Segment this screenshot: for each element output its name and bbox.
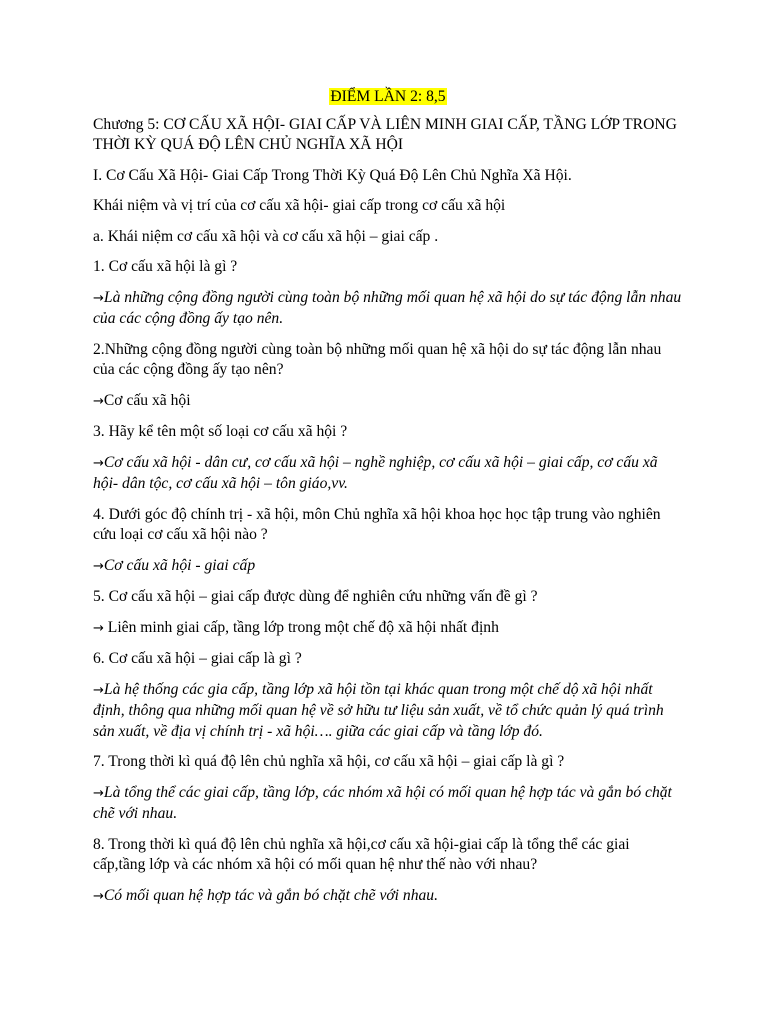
subheading: Khái niệm và vị trí của cơ cấu xã hội- giai cấp trong cơ cấu xã hội xyxy=(93,197,506,214)
score-line xyxy=(93,87,683,108)
answer-text: Cơ cấu xã hội - dân cư, cơ cấu xã hội – nghề nghiệp, cơ cấu xã hội – giai cấp, cơ cấu xã hội- dân tộc, cơ cấu xã hội – tôn giáo,vv. xyxy=(93,453,658,492)
answer-text: Là tổng thể các giai cấp, tầng lớp, các nhóm xã hội có mối quan hệ hợp tác và gắn bó chặt chẽ với nhau. xyxy=(93,783,672,822)
answer-6 xyxy=(93,680,683,743)
chapter-title: Chương 5: CƠ CẤU XÃ HỘI- GIAI CẤP VÀ LIÊN MINH GIAI CẤP, TẦNG LỚP TRONG THỜI KỲ QUÁ ĐỘ LÊN CHỦ NGHĨA XÃ HỘI xyxy=(93,115,677,153)
question-1: 1. Cơ cấu xã hội là gì ? xyxy=(93,258,238,275)
question-6: 6. Cơ cấu xã hội – giai cấp là gì ? xyxy=(93,650,302,667)
answer-text: Liên minh giai cấp, tầng lớp trong một chế độ xã hội nhất định xyxy=(103,618,499,636)
answer-text: Là hệ thống các gia cấp, tầng lớp xã hội tồn tại khác quan trong một chế dộ xã hội nhất định, thông qua những mối quan hệ về sở hữu tư liệu sản xuất, về tổ chức quản lý quá trình sản xuất, về địa vị chính trị - xã hội…. giữa các giai cấp và tầng lớp đó. xyxy=(93,680,664,740)
arrow-icon: → xyxy=(93,785,104,801)
arrow-icon: → xyxy=(93,455,104,471)
answer-text: Cơ cấu xã hội xyxy=(103,391,191,409)
arrow-icon: → xyxy=(93,290,104,306)
arrow-icon: → xyxy=(93,682,104,698)
question-2: 2.Những cộng đồng người cùng toàn bộ những mối quan hệ xã hội do sự tác động lẫn nhau của các cộng đồng ấy tạo nên? xyxy=(93,340,662,378)
answer-text: Cơ cấu xã hội - giai cấp xyxy=(103,556,256,574)
answer-4 xyxy=(93,556,683,578)
question-4: 4. Dưới góc độ chính trị - xã hội, môn Chủ nghĩa xã hội khoa học học tập trung vào nghiên cứu loại cơ cấu xã hội nào ? xyxy=(93,505,661,543)
answer-5 xyxy=(93,618,683,640)
answer-2 xyxy=(93,391,683,413)
question-5: 5. Cơ cấu xã hội – giai cấp được dùng để nghiên cứu những vấn đề gì ? xyxy=(93,588,538,605)
arrow-icon: → xyxy=(93,888,104,904)
question-8: 8. Trong thời kì quá độ lên chủ nghĩa xã hội,cơ cấu xã hội-giai cấp là tổng thể các giai cấp,tầng lớp và các nhóm xã hội có mối quan hệ như thế nào với nhau? xyxy=(93,835,630,873)
answer-text: Có mối quan hệ hợp tác và gắn bó chặt chẽ với nhau. xyxy=(103,886,438,904)
score-highlight: ĐIỂM LẦN 2: 8,5 xyxy=(330,88,446,105)
arrow-icon: → xyxy=(93,620,104,636)
document-page xyxy=(93,87,683,917)
answer-text: Là những cộng đồng người cùng toàn bộ những mối quan hệ xã hội do sự tác động lẫn nhau của các cộng đồng ấy tạo nên. xyxy=(93,288,682,327)
question-7: 7. Trong thời kì quá độ lên chủ nghĩa xã hội, cơ cấu xã hội – giai cấp là gì ? xyxy=(93,753,565,770)
arrow-icon: → xyxy=(93,393,104,409)
answer-7 xyxy=(93,783,683,825)
answer-1 xyxy=(93,288,683,330)
section-heading: I. Cơ Cấu Xã Hội- Giai Cấp Trong Thời Kỳ Quá Độ Lên Chủ Nghĩa Xã Hội. xyxy=(93,166,572,184)
answer-3 xyxy=(93,453,683,495)
question-3: 3. Hãy kể tên một số loại cơ cấu xã hội ? xyxy=(93,423,348,440)
answer-8 xyxy=(93,886,683,908)
arrow-icon: → xyxy=(93,558,104,574)
subsection-a: a. Khái niệm cơ cấu xã hội và cơ cấu xã hội – giai cấp . xyxy=(93,227,439,245)
